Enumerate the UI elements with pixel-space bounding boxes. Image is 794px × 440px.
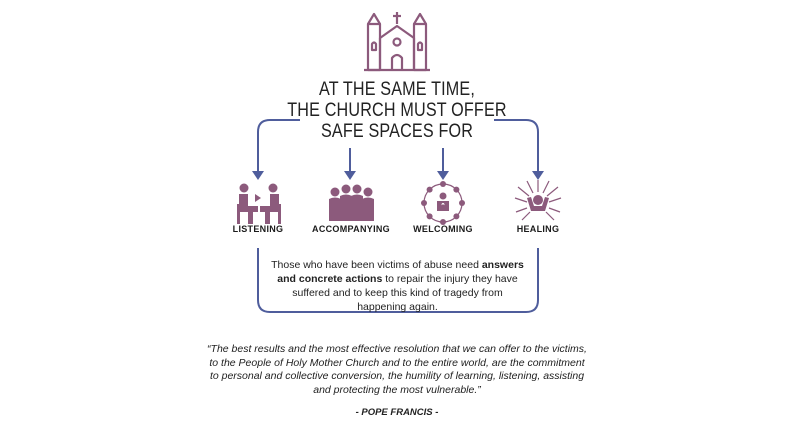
description-bold-1: answers and: [277, 259, 524, 285]
headline-line-1: AT THE SAME TIME,: [318, 79, 476, 100]
description-text-2: to repair the injury they have suffered and to keep this kind of tragedy from happening again.: [292, 273, 518, 313]
category-label-healing: HEALING: [516, 224, 560, 234]
category-label-welcoming: WELCOMING: [413, 224, 473, 234]
quote: “The best results and the most effective resolution that we can offer to the victims, to the People of Holy Mother Church and to the entire world, are the commitment to personal and collective conversion, the humility of learning, listening, assisting and protecting the most vulnerable.”: [207, 343, 587, 396]
group-people-icon: [326, 182, 376, 226]
listening-icon: [234, 182, 284, 226]
healing-rays-icon: [513, 178, 563, 222]
quote-author: - POPE FRANCIS -: [355, 407, 439, 418]
arrow-head: [344, 171, 356, 180]
category-label-listening: LISTENING: [232, 224, 284, 234]
arrow-head: [252, 171, 264, 180]
connector-left: [258, 120, 300, 172]
welcoming-circle-icon: [418, 181, 468, 225]
arrow-head: [437, 171, 449, 180]
headline-line-2: THE CHURCH MUST OFFER: [287, 100, 507, 121]
description-bold-2: concrete actions: [298, 273, 383, 285]
description-text: Those who have been victims of abuse need: [271, 259, 482, 271]
category-label-accompanying: ACCOMPANYING: [312, 224, 390, 234]
description: [270, 258, 525, 314]
connector-right: [494, 120, 538, 172]
headline-line-3: SAFE SPACES FOR: [320, 121, 474, 142]
